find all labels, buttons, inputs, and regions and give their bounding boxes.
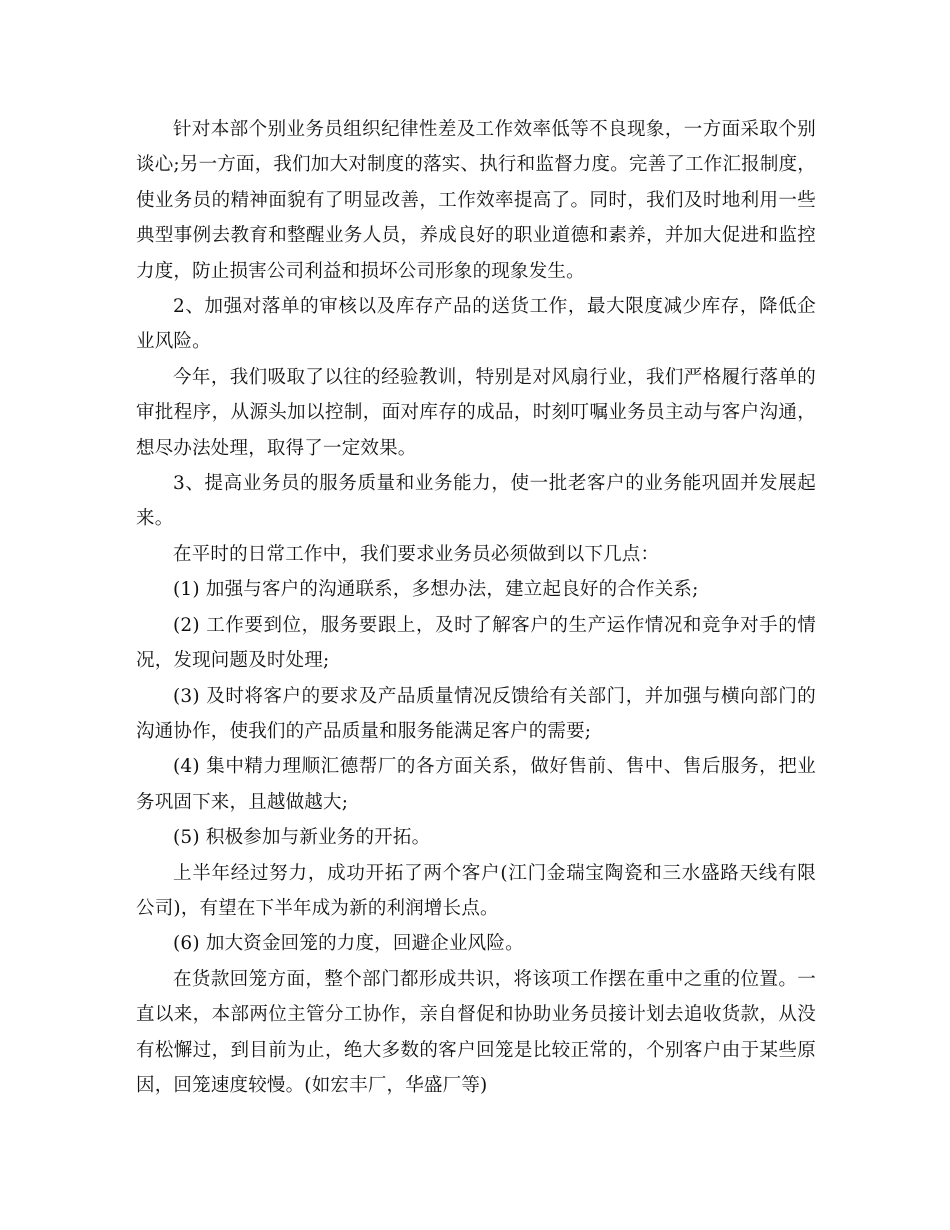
document-body bbox=[136, 112, 816, 1103]
list-item-2: (2) 工作要到位，服务要跟上，及时了解客户的生产运作情况和竞争对手的情况，发现问题及时处理; bbox=[136, 614, 816, 672]
list-item-4: (4) 集中精力理顺汇德帮厂的各方面关系，做好售前、售中、售后服务，把业务巩固下来，且越做越大; bbox=[136, 756, 816, 813]
list-item-6: (6) 加大资金回笼的力度，回避企业风险。 bbox=[173, 933, 524, 955]
list-item-1: (1) 加强与客户的沟通联系，多想办法，建立起良好的合作关系; bbox=[173, 579, 699, 601]
paragraph-new-customers: 上半年经过努力，成功开拓了两个客户(江门金瑞宝陶瓷和三水盛路天线有限公司)，有望在下半年成为新的利润增长点。 bbox=[136, 862, 816, 919]
list-item-5: (5) 积极参加与新业务的开拓。 bbox=[173, 827, 431, 849]
paragraph-item-3-heading: 3、提高业务员的服务质量和业务能力，使一批老客户的业务能巩固并发展起来。 bbox=[136, 473, 816, 530]
paragraph-payment-collection: 在货款回笼方面，整个部门都形成共识，将该项工作摆在重中之重的位置。一直以来，本部两位主管分工协作，亲自督促和协助业务员接计划去追收货款，从没有松懈过，到目前为止，绝大多数的客户回笼是比较正常的，个别客户由于某些原因，回笼速度较慢。(如宏丰厂，华盛厂等) bbox=[136, 968, 816, 1096]
paragraph-item-2-heading: 2、加强对落单的审核以及库存产品的送货工作，最大限度减少库存，降低企业风险。 bbox=[136, 296, 816, 353]
list-item-3: (3) 及时将客户的要求及产品质量情况反馈给有关部门，并加强与横向部门的沟通协作，使我们的产品质量和服务能满足客户的需要; bbox=[136, 685, 816, 742]
paragraph-discipline: 针对本部个别业务员组织纪律性差及工作效率低等不良现象，一方面采取个别谈心;另一方面，我们加大对制度的落实、执行和监督力度。完善了工作汇报制度，使业务员的精神面貌有了明显改善，工作效率提高了。同时，我们及时地利用一些典型事例去教育和整醒业务人员，养成良好的职业道德和素养，并加大促进和监控力度，防止损害公司利益和损坏公司形象的现象发生。 bbox=[136, 119, 816, 282]
paragraph-inventory: 今年，我们吸取了以往的经验教训，特别是对风扇行业，我们严格履行落单的审批程序，从源头加以控制，面对库存的成品，时刻叮嘱业务员主动与客户沟通，想尽办法处理，取得了一定效果。 bbox=[136, 366, 816, 459]
paragraph-requirements-intro: 在平时的日常工作中，我们要求业务员必须做到以下几点： bbox=[173, 543, 660, 565]
